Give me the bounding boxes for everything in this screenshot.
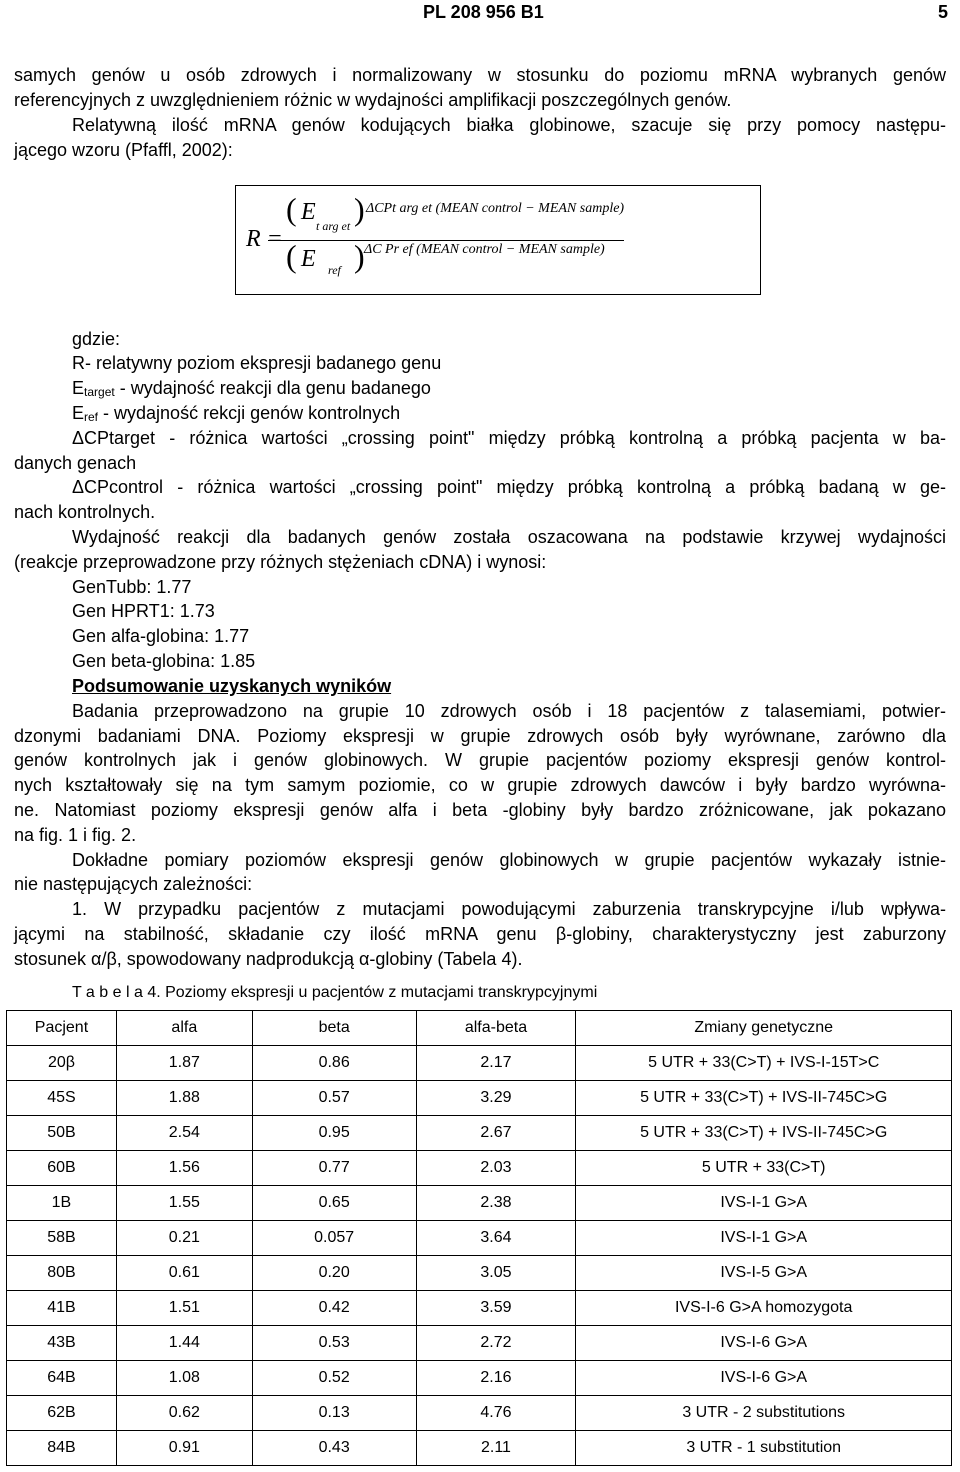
paragraph-line: Wydajność reakcji dla badanych genów została oszacowana na podstawie krzywej wydajności — [72, 527, 946, 547]
table-cell: 5 UTR + 33(C>T) + IVS-II-745C>G — [576, 1081, 952, 1116]
definition-cptarget-cont: danych genach — [14, 453, 137, 473]
paragraph-line: dzonymi badaniami DNA. Poziomy ekspresji w grupie zdrowych osób były wyrównane, zarówno dla — [14, 726, 946, 746]
table-cell: 2.03 — [416, 1151, 576, 1186]
column-header: Zmiany genetyczne — [576, 1011, 952, 1046]
table-row — [7, 1186, 952, 1221]
table-row — [7, 1396, 952, 1431]
paragraph-line: Dokładne pomiary poziomów ekspresji genów globinowych w grupie pacjentów wykazały istnie- — [72, 850, 946, 870]
definition-cptarget: ΔCPtarget - różnica wartości „crossing point" między próbką kontrolną a próbką pacjenta w ba- — [72, 428, 946, 448]
expression-table — [6, 1010, 952, 1466]
paragraph-line: ne. Natomiast poziomy ekspresji genów alfa i beta -globiny były bardzo zróżnicowane, jak pokazano — [14, 800, 946, 820]
table-cell: 3.29 — [416, 1081, 576, 1116]
table-cell: 1.51 — [116, 1291, 252, 1326]
table-cell: 45S — [7, 1081, 117, 1116]
definition-eref: Eref - wydajność rekcji genów kontrolnych — [72, 403, 401, 424]
paragraph-line: na fig. 1 i fig. 2. — [14, 825, 137, 845]
formula-paren: ) — [354, 191, 365, 227]
table-cell: 0.91 — [116, 1431, 252, 1466]
table-cell: 0.13 — [252, 1396, 416, 1431]
table-cell: 0.61 — [116, 1256, 252, 1291]
table-cell: 58B — [7, 1221, 117, 1256]
table-cell: 2.16 — [416, 1361, 576, 1396]
formula-den-sub: ref — [328, 263, 341, 277]
section-heading: Podsumowanie uzyskanych wyników — [72, 676, 392, 696]
table-row — [7, 1221, 952, 1256]
table-cell: 0.42 — [252, 1291, 416, 1326]
table-cell: IVS-I-1 G>A — [576, 1186, 952, 1221]
table-cell: 3.05 — [416, 1256, 576, 1291]
paragraph-line: Relatywną ilość mRNA genów kodujących białka globinowe, szacuje się przy pomocy następu- — [72, 115, 946, 135]
formula-den-base: E — [301, 246, 316, 272]
table-cell: 0.53 — [252, 1326, 416, 1361]
efficiency-value: Gen beta-globina: 1.85 — [72, 651, 256, 671]
page-number: 5 — [937, 2, 948, 22]
table-header-row — [7, 1011, 952, 1046]
table-cell: 1.44 — [116, 1326, 252, 1361]
table-cell: 2.17 — [416, 1046, 576, 1081]
paragraph-line: nych kształtowały się na tym samym poziomie, co w grupie zdrowych dawców i były bardzo wyrówna- — [14, 775, 946, 795]
table-cell: IVS-I-6 G>A homozygota — [576, 1291, 952, 1326]
table-caption: T a b e l a 4. Poziomy ekspresji u pacjentów z mutacjami transkrypcyjnymi — [72, 984, 598, 1001]
table-cell: 3.59 — [416, 1291, 576, 1326]
table-cell: 3 UTR - 2 substitutions — [576, 1396, 952, 1431]
table-cell: 50B — [7, 1116, 117, 1151]
table-row — [7, 1431, 952, 1466]
table-cell: 0.77 — [252, 1151, 416, 1186]
paragraph-line: nie następujących zależności: — [14, 874, 253, 894]
paragraph-line: referencyjnych z uwzględnieniem różnic w wydajności amplifikacji poszczególnych genów. — [14, 90, 732, 110]
formula-paren: ( — [286, 191, 297, 227]
formula-num-exponent: ΔCPt arg et (MEAN control − MEAN sample) — [366, 201, 625, 216]
table-cell: 2.67 — [416, 1116, 576, 1151]
table-cell: 0.21 — [116, 1221, 252, 1256]
table-cell: 62B — [7, 1396, 117, 1431]
table-cell: 0.057 — [252, 1221, 416, 1256]
paragraph-line: samych genów u osób zdrowych i normalizowany w stosunku do poziomu mRNA wybranych genów — [14, 65, 946, 85]
efficiency-value: GenTubb: 1.77 — [72, 577, 192, 597]
table-cell: IVS-I-1 G>A — [576, 1221, 952, 1256]
definition-etarget: Etarget - wydajność reakcji dla genu badanego — [72, 378, 431, 399]
table-row — [7, 1046, 952, 1081]
table-cell: 84B — [7, 1431, 117, 1466]
column-header: alfa — [116, 1011, 252, 1046]
definitions-intro: gdzie: — [72, 329, 121, 349]
table-cell: IVS-I-6 G>A — [576, 1326, 952, 1361]
formula-paren: ) — [354, 238, 365, 274]
column-header: beta — [252, 1011, 416, 1046]
table-cell: 0.86 — [252, 1046, 416, 1081]
table-cell: 41B — [7, 1291, 117, 1326]
table-row — [7, 1256, 952, 1291]
definition-cpcontrol: ΔCPcontrol - różnica wartości „crossing point" między próbką kontrolną a próbką badaną w ge- — [72, 477, 946, 497]
table-cell: 0.65 — [252, 1186, 416, 1221]
table-cell: 1.88 — [116, 1081, 252, 1116]
formula-box — [235, 185, 761, 295]
patent-number: PL 208 956 B1 — [423, 2, 544, 22]
table-cell: 43B — [7, 1326, 117, 1361]
table-row — [7, 1081, 952, 1116]
table-cell: 1.56 — [116, 1151, 252, 1186]
table-cell: 0.43 — [252, 1431, 416, 1466]
table-row — [7, 1116, 952, 1151]
fraction-line — [268, 240, 624, 241]
table-cell: 3 UTR - 1 substitution — [576, 1431, 952, 1466]
paragraph-line: stosunek α/β, spowodowany nadprodukcją α-globiny (Tabela 4). — [14, 949, 523, 969]
table-cell: 0.95 — [252, 1116, 416, 1151]
table-row — [7, 1326, 952, 1361]
table-cell: 80B — [7, 1256, 117, 1291]
paragraph-line: (reakcje przeprowadzone przy różnych stężeniach cDNA) i wynosi: — [14, 552, 547, 572]
definition-cpcontrol-cont: nach kontrolnych. — [14, 502, 156, 522]
table-cell: 0.52 — [252, 1361, 416, 1396]
table-row — [7, 1361, 952, 1396]
formula-num-sub: t arg et — [316, 219, 351, 233]
paragraph-line: Badania przeprowadzono na grupie 10 zdrowych osób i 18 pacjentów z talasemiami, potwier- — [72, 701, 946, 721]
table-cell: 0.20 — [252, 1256, 416, 1291]
formula-num-base: E — [301, 199, 316, 225]
formula-lhs: R = — [246, 226, 283, 252]
table-cell: 2.54 — [116, 1116, 252, 1151]
table-cell: 5 UTR + 33(C>T) + IVS-I-15T>C — [576, 1046, 952, 1081]
paragraph-line: genów kontrolnych jak i genów globinowych. W grupie pacjentów poziomy ekspresji genów kontrol- — [14, 750, 946, 770]
table-cell: 1.08 — [116, 1361, 252, 1396]
table-cell: 4.76 — [416, 1396, 576, 1431]
table-cell: IVS-I-6 G>A — [576, 1361, 952, 1396]
formula-den-exponent: ΔC Pr ef (MEAN control − MEAN sample) — [364, 242, 605, 257]
formula-paren: ( — [286, 238, 297, 274]
table-cell: 5 UTR + 33(C>T) + IVS-II-745C>G — [576, 1116, 952, 1151]
paragraph-line: jącego wzoru (Pfaffl, 2002): — [14, 140, 233, 160]
table-cell: 0.62 — [116, 1396, 252, 1431]
table-cell: 60B — [7, 1151, 117, 1186]
table-cell: 1.55 — [116, 1186, 252, 1221]
table-row — [7, 1291, 952, 1326]
table-cell: 3.64 — [416, 1221, 576, 1256]
paragraph-line: 1. W przypadku pacjentów z mutacjami powodującymi zaburzenia transkrypcyjne i/lub wpływa- — [72, 899, 946, 919]
table-cell: 2.38 — [416, 1186, 576, 1221]
table-cell: 64B — [7, 1361, 117, 1396]
table-cell: 2.72 — [416, 1326, 576, 1361]
table-row — [7, 1151, 952, 1186]
table-cell: 0.57 — [252, 1081, 416, 1116]
efficiency-value: Gen HPRT1: 1.73 — [72, 601, 215, 621]
table-cell: IVS-I-5 G>A — [576, 1256, 952, 1291]
table-cell: 2.11 — [416, 1431, 576, 1466]
table-cell: 20β — [7, 1046, 117, 1081]
column-header: alfa-beta — [416, 1011, 576, 1046]
paragraph-line: jącymi na stabilność, składanie czy ilość mRNA genu β-globiny, charakterystyczny jest zaburzony — [14, 924, 946, 944]
table-cell: 5 UTR + 33(C>T) — [576, 1151, 952, 1186]
column-header: Pacjent — [7, 1011, 117, 1046]
definition-r: R- relatywny poziom ekspresji badanego genu — [72, 353, 442, 373]
table-cell: 1B — [7, 1186, 117, 1221]
table-cell: 1.87 — [116, 1046, 252, 1081]
efficiency-value: Gen alfa-globina: 1.77 — [72, 626, 250, 646]
